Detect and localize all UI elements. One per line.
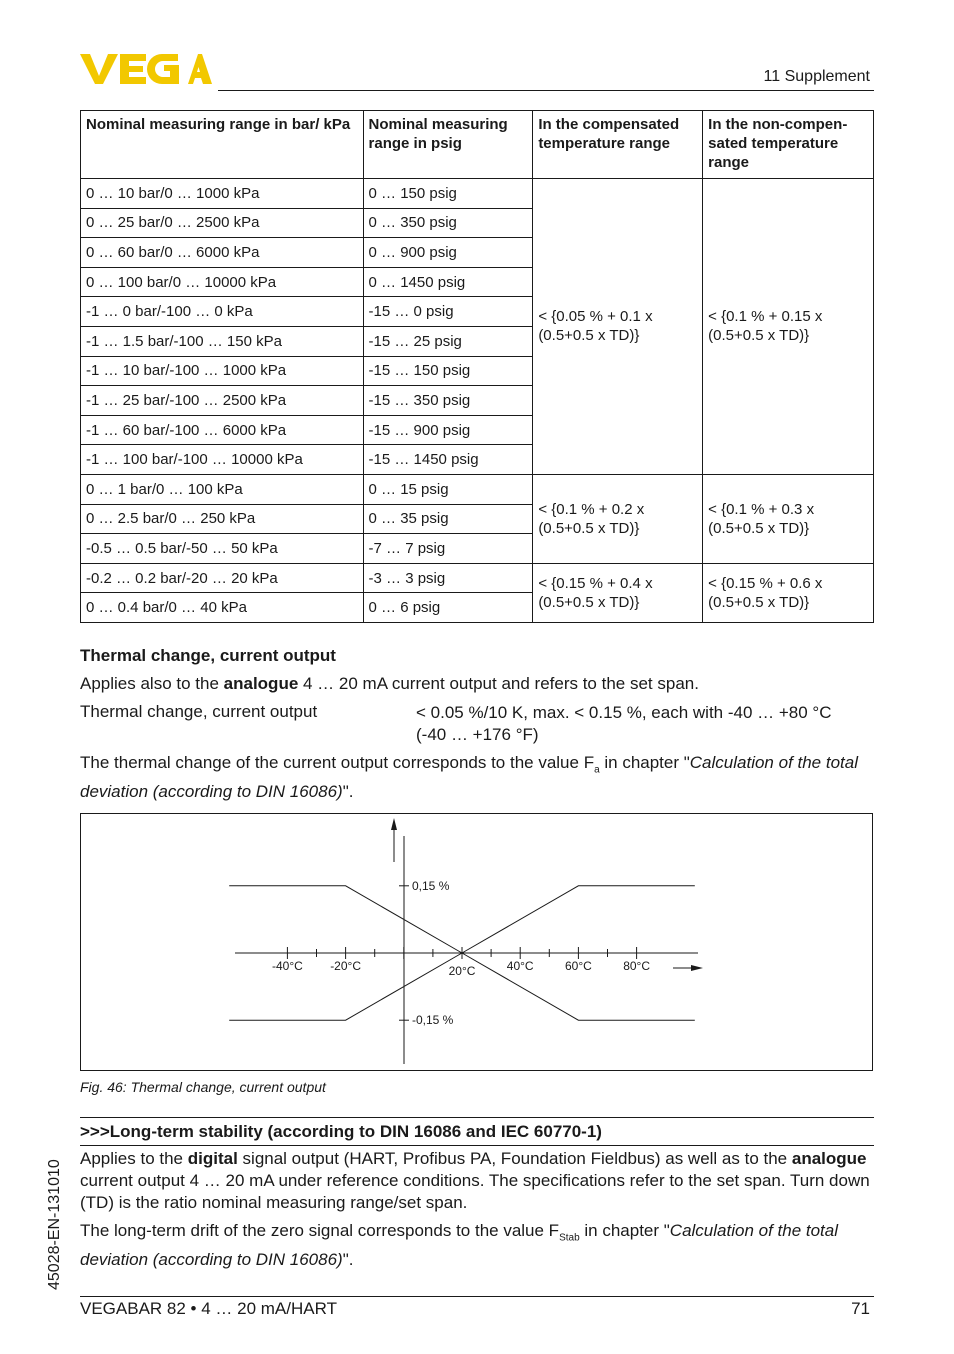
- cell-range-psig: -15 … 25 psig: [363, 326, 533, 356]
- x-tick-label: 40°C: [506, 959, 534, 973]
- cell-range-psig: 0 … 35 psig: [363, 504, 533, 534]
- document-code: 45028-EN-131010: [46, 1159, 63, 1290]
- cell-range-bar: -1 … 25 bar/-100 … 2500 kPa: [81, 386, 364, 416]
- cell-noncompensated-group-2: < {0.1 % + 0.3 x (0.5+0.5 x TD)}: [703, 474, 874, 563]
- footer-product: VEGABAR 82 • 4 … 20 mA/HART: [80, 1299, 337, 1318]
- x-tick-label: 20°C: [448, 964, 476, 978]
- cell-range-bar: -1 … 60 bar/-100 … 6000 kPa: [81, 415, 364, 445]
- cell-range-bar: -0.5 … 0.5 bar/-50 … 50 kPa: [81, 534, 364, 564]
- x-tick-label: 60°C: [564, 959, 592, 973]
- cell-compensated-group-1: < {0.05 % + 0.1 x (0.5+0.5 x TD)}: [533, 179, 703, 475]
- cell-range-psig: -15 … 0 psig: [363, 297, 533, 327]
- chart-axes: [235, 818, 703, 1064]
- y-tick-label: 0,15 %: [412, 878, 450, 893]
- cell-range-psig: -15 … 150 psig: [363, 356, 533, 386]
- table-row: [81, 179, 874, 209]
- cell-range-psig: 0 … 6 psig: [363, 593, 533, 623]
- cell-range-psig: -15 … 350 psig: [363, 386, 533, 416]
- thermal-correspondence-text: The thermal change of the current output corresponds to the value $F_a$ in chapter "Calculation of the total deviation (according to DIN 16086)".: [80, 753, 858, 802]
- header-non-compensated: In the non-compen- sated temperature range: [703, 111, 874, 179]
- cell-range-bar: 0 … 100 bar/0 … 10000 kPa: [81, 267, 364, 297]
- accuracy-table: [80, 110, 874, 623]
- table-row: [81, 563, 874, 593]
- cell-range-bar: -1 … 100 bar/-100 … 10000 kPa: [81, 445, 364, 475]
- stability-heading: >>>Long-term stability (according to DIN 16086 and IEC 60770-1): [80, 1122, 602, 1141]
- stability-rule-bottom: [80, 1145, 874, 1146]
- table-row: [81, 474, 874, 504]
- cell-range-psig: 0 … 350 psig: [363, 208, 533, 238]
- cell-range-psig: -7 … 7 psig: [363, 534, 533, 564]
- y-tick-label: -0,15 %: [412, 1013, 454, 1028]
- thermal-label: Thermal change, current output: [80, 702, 318, 721]
- thermal-heading: Thermal change, current output: [80, 646, 336, 665]
- thermal-applies-text: Applies also to the analogue 4 … 20 mA current output and refers to the set span.: [80, 674, 699, 693]
- header-psig: Nominal measuring range in psig: [363, 111, 533, 179]
- stability-paragraph-2: The long-term drift of the zero signal corresponds to the value $F_{Stab}$ in chapter "Calculation of the total deviation (according to DIN 16086)".: [80, 1221, 839, 1270]
- section-tag: 11 Supplement: [763, 68, 870, 85]
- x-tick-label: -20°C: [330, 959, 362, 973]
- cell-range-bar: -1 … 10 bar/-100 … 1000 kPa: [81, 356, 364, 386]
- cell-range-bar: 0 … 60 bar/0 … 6000 kPa: [81, 238, 364, 268]
- y-arrow-head: [391, 818, 397, 830]
- cell-range-psig: 0 … 15 psig: [363, 474, 533, 504]
- cell-range-bar: 0 … 10 bar/0 … 1000 kPa: [81, 179, 364, 209]
- stability-rule-top: [80, 1117, 874, 1118]
- header-rule: [218, 90, 874, 91]
- cell-range-bar: 0 … 1 bar/0 … 100 kPa: [81, 474, 364, 504]
- cell-compensated-group-2: < {0.1 % + 0.2 x (0.5+0.5 x TD)}: [533, 474, 703, 563]
- cell-range-bar: 0 … 0.4 bar/0 … 40 kPa: [81, 593, 364, 623]
- page-number: 71: [851, 1299, 870, 1318]
- thermal-change-chart: [81, 814, 874, 1072]
- footer-rule: [80, 1296, 874, 1297]
- x-arrow-head: [691, 965, 703, 971]
- x-tick-label: 80°C: [623, 959, 651, 973]
- cell-range-bar: 0 … 2.5 bar/0 … 250 kPa: [81, 504, 364, 534]
- cell-range-psig: 0 … 1450 psig: [363, 267, 533, 297]
- table-header-row: [81, 111, 874, 179]
- cell-range-psig: -15 … 900 psig: [363, 415, 533, 445]
- cell-compensated-group-3: < {0.15 % + 0.4 x (0.5+0.5 x TD)}: [533, 563, 703, 622]
- header-compensated: In the compensated temperature range: [533, 111, 703, 179]
- cell-range-bar: -0.2 … 0.2 bar/-20 … 20 kPa: [81, 563, 364, 593]
- x-tick-label: -40°C: [271, 959, 303, 973]
- thermal-value: < 0.05 %/10 K, max. < 0.15 %, each with -40 … +80 °C (-40 … +176 °F): [416, 703, 832, 744]
- cell-range-bar: -1 … 1.5 bar/-100 … 150 kPa: [81, 326, 364, 356]
- cell-noncompensated-group-3: < {0.15 % + 0.6 x (0.5+0.5 x TD)}: [703, 563, 874, 622]
- cell-range-bar: -1 … 0 bar/-100 … 0 kPa: [81, 297, 364, 327]
- header-bar-kpa: Nominal measuring range in bar/ kPa: [81, 111, 364, 179]
- thermal-change-figure: [80, 813, 873, 1071]
- vega-logo: [80, 52, 212, 86]
- cell-range-psig: -15 … 1450 psig: [363, 445, 533, 475]
- figure-caption: Fig. 46: Thermal change, current output: [80, 1079, 326, 1095]
- stability-paragraph-1: Applies to the digital signal output (HART, Profibus PA, Foundation Fieldbus) as well as to the analogue current output 4 … 20 mA under reference conditions. The specifications refer to the set span. Turn down (TD) is the ratio nominal measuring range/set span.: [80, 1149, 870, 1212]
- cell-range-psig: 0 … 900 psig: [363, 238, 533, 268]
- cell-range-psig: -3 … 3 psig: [363, 563, 533, 593]
- cell-range-psig: 0 … 150 psig: [363, 179, 533, 209]
- cell-range-bar: 0 … 25 bar/0 … 2500 kPa: [81, 208, 364, 238]
- cell-noncompensated-group-1: < {0.1 % + 0.15 x (0.5+0.5 x TD)}: [703, 179, 874, 475]
